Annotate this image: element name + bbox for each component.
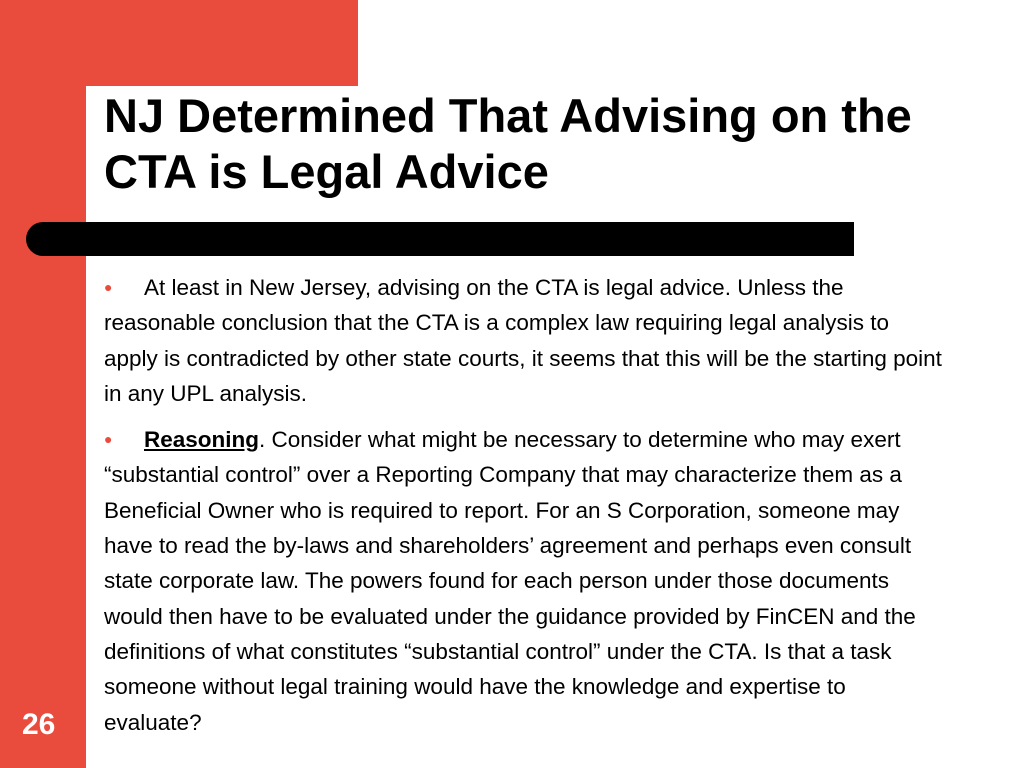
bullet-item-1 [104, 270, 944, 411]
bullet-text: At least in New Jersey, advising on the CTA is legal advice. Unless the reasonable conclusion that the CTA is a complex law requiring legal analysis to apply is contradicted by other state courts, it seems that this will be the starting point in any UPL analysis. [104, 275, 942, 406]
bullet-item-2 [104, 422, 944, 740]
circle-bullet-icon: ● [104, 431, 113, 448]
slide-title: NJ Determined That Advising on the CTA is Legal Advice [104, 89, 912, 198]
top-accent-block [0, 0, 358, 86]
page-number: 26 [22, 708, 56, 741]
title-underline-bar [26, 222, 854, 256]
circle-bullet-icon: ● [104, 279, 113, 295]
slide-body [104, 270, 944, 751]
left-accent-band [0, 0, 86, 768]
bullet-text: . Consider what might be necessary to determine who may exert “substantial control” over a Reporting Company that may characterize them as a Beneficial Owner who is required to report. For an S Corporation, someone may have to read the by-laws and shareholders’ agreement and perhaps even consult state corporate law. The powers found for each person under those documents would then have to be evaluated under the guidance provided by FinCEN and the definitions of what constitutes “substantial control” under the CTA. Is that a task someone without legal training would have the knowledge and expertise to evaluate? [104, 427, 916, 735]
bullet-lead: Reasoning [144, 427, 260, 453]
